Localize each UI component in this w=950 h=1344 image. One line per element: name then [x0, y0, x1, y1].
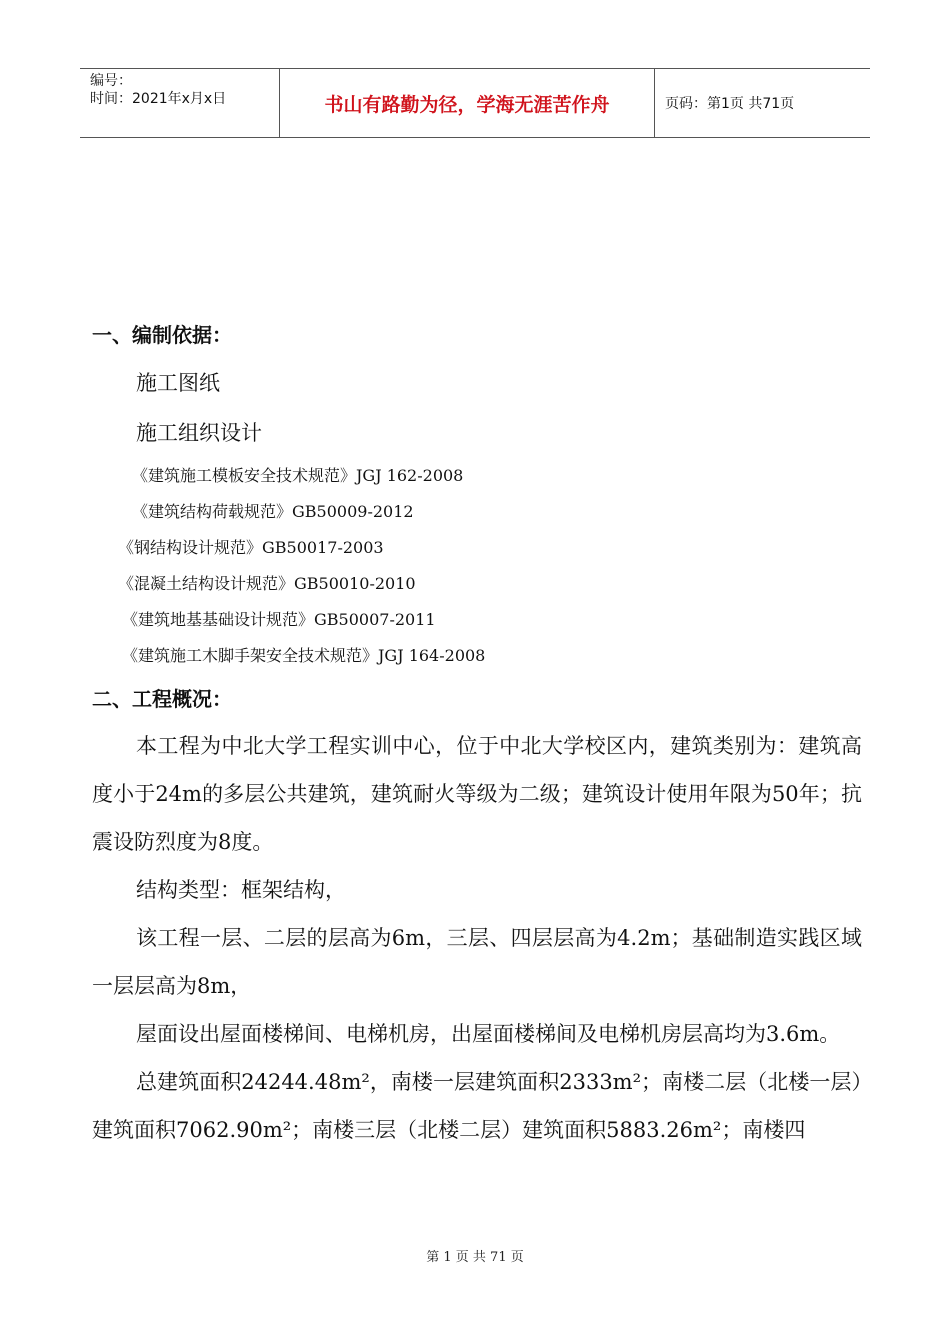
page-info: 页码：第1页 共71页	[665, 96, 795, 112]
section2-body	[92, 722, 862, 1154]
header-left-cell	[80, 69, 280, 137]
reference-item: 《钢结构设计规范》GB50017-2003	[118, 538, 384, 557]
reference-item: 《建筑施工木脚手架安全技术规范》JGJ 164-2008	[122, 646, 486, 665]
paragraph: 该工程一层、二层的层高为6m，三层、四层层高为4.2m；基础制造实践区域一层层高为8m，	[92, 926, 862, 998]
reference-item: 《混凝土结构设计规范》GB50010-2010	[118, 574, 416, 593]
paragraph: 屋面设出屋面楼梯间、电梯机房，出屋面楼梯间及电梯机房层高均为3.6m。	[136, 1022, 841, 1046]
reference-item: 《建筑结构荷载规范》GB50009-2012	[132, 502, 414, 521]
basis-item: 施工图纸	[136, 371, 220, 395]
section1-list	[92, 358, 862, 674]
paragraph: 本工程为中北大学工程实训中心，位于中北大学校区内，建筑类别为：建筑高度小于24m的多层公共建筑，建筑耐火等级为二级；建筑设计使用年限为50年；抗震设防烈度为8度。	[92, 734, 862, 854]
page-footer: 第 1 页 共 71 页	[426, 1250, 524, 1265]
paragraph: 结构类型：框架结构，	[136, 878, 346, 902]
reference-item: 《建筑施工模板安全技术规范》JGJ 162-2008	[132, 466, 464, 485]
section1-heading: 一、编制依据：	[92, 323, 232, 347]
header-table	[80, 68, 870, 138]
code-label: 编号：	[90, 73, 132, 89]
paragraph: 总建筑面积24244.48m²，南楼一层建筑面积2333m²；南楼二层（北楼一层）建筑面积7062.90m²；南楼三层（北楼二层）建筑面积5883.26m²；南楼四	[92, 1070, 862, 1142]
reference-item: 《建筑地基基础设计规范》GB50007-2011	[122, 610, 436, 629]
section2-heading: 二、工程概况：	[92, 687, 232, 711]
time-label: 时间：2021年x月x日	[90, 91, 227, 107]
document-body	[92, 320, 862, 1154]
basis-item: 施工组织设计	[136, 421, 262, 445]
motto: 书山有路勤为径，学海无涯苦作舟	[280, 69, 655, 137]
reference-list	[92, 458, 862, 674]
